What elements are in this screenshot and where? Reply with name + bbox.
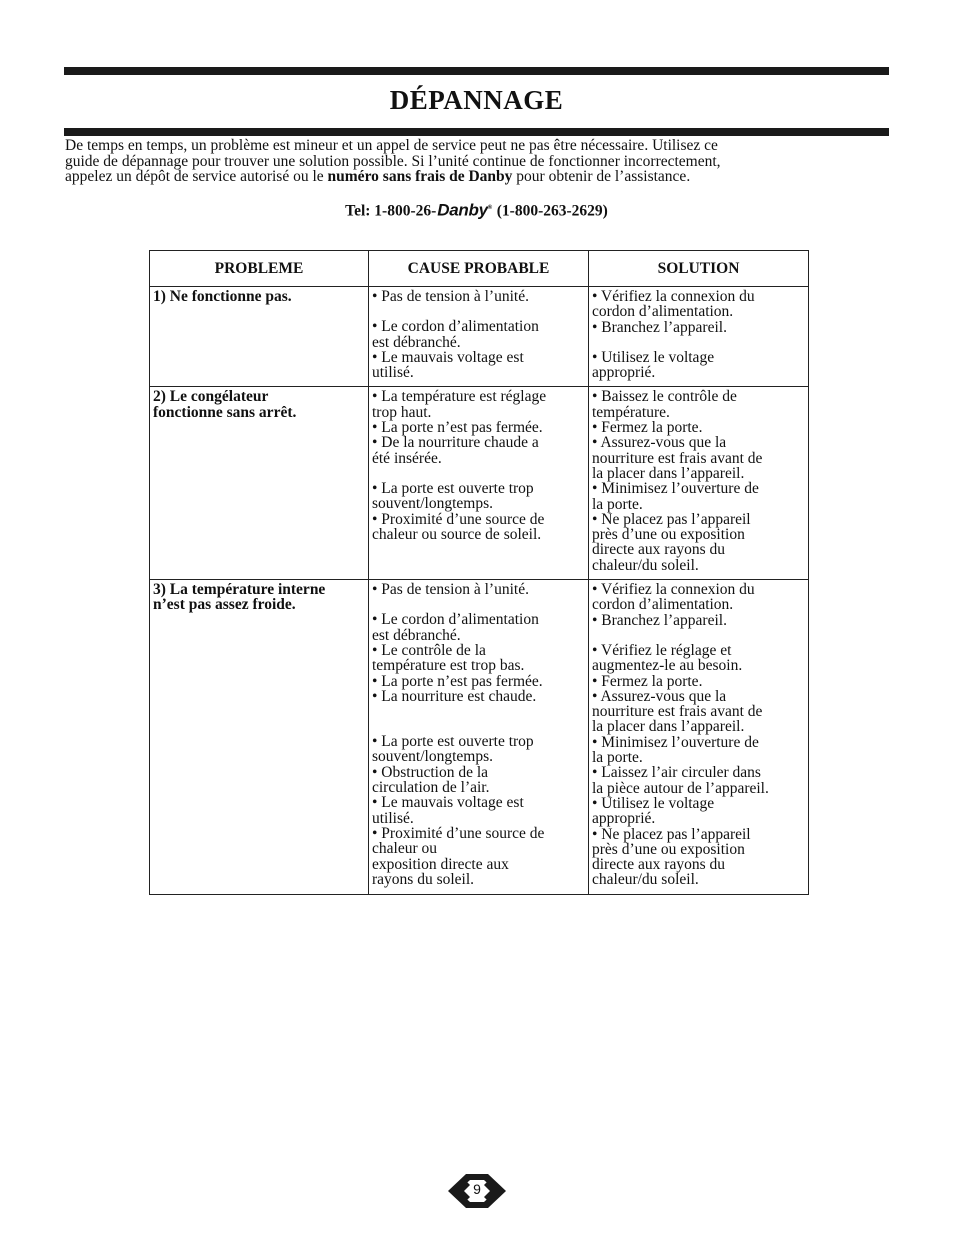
solution-line: directe aux rayons du [592,541,725,559]
cause-cell [369,287,589,387]
spacer [372,704,586,734]
solution-cell [589,580,809,895]
solution-line: • Branchez l’appareil. [592,318,727,336]
intro-line [65,169,885,185]
solution-line: • Ne placez pas l’appareil [592,510,751,528]
intro-line: De temps en temps, un problème est mineur et un appel de service peut ne pas être nécessaire. Utilisez ce [65,137,718,154]
cause-line: • La porte n’est pas fermée. [372,419,543,437]
cause-line: exposition directe aux [372,855,509,873]
solution-line: approprié. [592,364,656,382]
solution-line: près d’une ou exposition [592,840,745,858]
problem-line: 3) La température interne [153,581,326,599]
solution-cell [589,387,809,580]
cause-cell [369,580,589,895]
spacer [372,597,586,612]
cause-line: • De la nourriture chaude a [372,434,539,452]
intro-text: pour obtenir de l’assistance. [512,168,691,185]
cause-line: • La nourriture est chaude. [372,687,537,705]
solution-line: la pièce autour de l’appareil. [592,779,769,797]
solution-line: la placer dans l’appareil. [592,464,745,482]
problem-line: fonctionne sans arrêt. [153,403,297,421]
spacer [592,335,806,350]
problem-cell [150,387,369,580]
solution-line: cordon d’alimentation. [592,303,734,321]
cause-line: température est trop bas. [372,657,525,675]
cause-line: • Le contrôle de la [372,641,486,659]
danby-logo [437,198,492,221]
solution-line: • Ne placez pas l’appareil [592,825,751,843]
phone-line [64,198,889,222]
cause-line: • Proximité d’une source de [372,510,545,528]
header-rule-top [64,67,889,75]
cause-line: chaleur ou source de soleil. [372,525,542,543]
cause-line: utilisé. [372,809,414,827]
cause-line: • Le cordon d’alimentation [372,611,539,629]
problem-line: n’est pas assez froide. [153,596,296,614]
solution-line: cordon d’alimentation. [592,596,734,614]
solution-line: • Minimisez l’ouverture de [592,480,759,498]
cause-line: utilisé. [372,364,414,382]
solution-line: • Assurez-vous que la [592,687,727,705]
cause-line: • Obstruction de la [372,763,489,781]
solution-line: chaleur/du soleil. [592,871,699,889]
registered-mark: ® [487,205,492,211]
danby-logo-text: Danby [437,200,488,220]
header-rule-bottom [64,128,889,136]
cause-line: • La porte n’est pas fermée. [372,672,543,690]
solution-line: la porte. [592,749,643,767]
solution-line: • Fermez la porte. [592,419,703,437]
problem-cell [150,580,369,895]
solution-cell [589,287,809,387]
column-header-solution: SOLUTION [589,251,809,287]
cause-line: est débranché. [372,333,461,351]
intro-line: guide de dépannage pour trouver une solution possible. Si l’unité continue de fonctionner incorrectement, [65,152,721,170]
table-row [150,387,809,580]
solution-line: • Utilisez le voltage [592,348,715,366]
column-header-problem: PROBLEME [150,251,369,287]
cause-line: • Pas de tension à l’unité. [372,581,529,599]
solution-line: près d’une ou exposition [592,526,745,544]
cause-line: rayons du soleil. [372,870,475,888]
phone-suffix: (1-800-263-2629) [492,202,608,220]
solution-line: • Fermez la porte. [592,672,703,690]
solution-line: • Minimisez l’ouverture de [592,733,759,751]
solution-line: augmentez-le au besoin. [592,657,743,675]
troubleshooting-table [149,250,809,895]
solution-line: • Branchez l’appareil. [592,611,727,629]
cause-line: trop haut. [372,403,432,421]
toll-free-emphasis: numéro sans frais de Danby [327,168,513,185]
spacer [372,304,586,319]
phone-prefix: Tel: 1-800-26- [345,202,437,220]
cause-line: • Le cordon d’alimentation [372,318,539,336]
solution-line: • Baissez le contrôle de [592,388,737,406]
cause-line: souvent/longtemps. [372,748,493,766]
table-header-row [150,251,809,287]
solution-line: température. [592,403,670,421]
table-row [150,580,809,895]
intro-text: appelez un dépôt de service autorisé ou le [65,168,328,185]
spacer [372,466,586,481]
solution-line: • Assurez-vous que la [592,434,727,452]
solution-line: nourriture est frais avant de [592,703,763,721]
solution-line: approprié. [592,810,656,828]
solution-line: nourriture est frais avant de [592,449,763,467]
column-header-cause: CAUSE PROBABLE [369,251,589,287]
cause-line: • La porte est ouverte trop [372,733,534,751]
cause-line: • Proximité d’une source de [372,824,545,842]
cause-line: • La porte est ouverte trop [372,479,534,497]
solution-line: • Utilisez le voltage [592,794,715,812]
page-number-badge [446,1171,508,1211]
table-row [150,287,809,387]
intro-paragraph [65,138,885,185]
cause-line: souvent/longtemps. [372,495,493,513]
cause-cell [369,387,589,580]
problem-cell [150,287,369,387]
cause-line: • Le mauvais voltage est [372,348,524,366]
page-number: 9 [473,1181,481,1197]
cause-line: chaleur ou [372,840,437,858]
cause-line: • La température est réglage [372,388,547,406]
problem-line: 2) Le congélateur [153,388,269,406]
solution-line: chaleur/du soleil. [592,556,699,574]
cause-line: été insérée. [372,449,442,467]
solution-line: • Laissez l’air circuler dans [592,764,761,782]
page-title: DÉPANNAGE [389,85,564,115]
solution-line: • Vérifiez la connexion du [592,288,755,305]
solution-line: la porte. [592,495,643,513]
cause-line: est débranché. [372,626,461,644]
cause-line: • Le mauvais voltage est [372,794,524,812]
problem-line: 1) Ne fonctionne pas. [153,288,292,305]
solution-line: • Vérifiez la connexion du [592,581,755,599]
spacer [592,628,806,643]
cause-line: circulation de l’air. [372,779,490,797]
solution-line: • Vérifiez le réglage et [592,641,732,659]
solution-line: directe aux rayons du [592,856,725,874]
cause-line: • Pas de tension à l’unité. [372,288,529,305]
solution-line: la placer dans l’appareil. [592,718,745,736]
